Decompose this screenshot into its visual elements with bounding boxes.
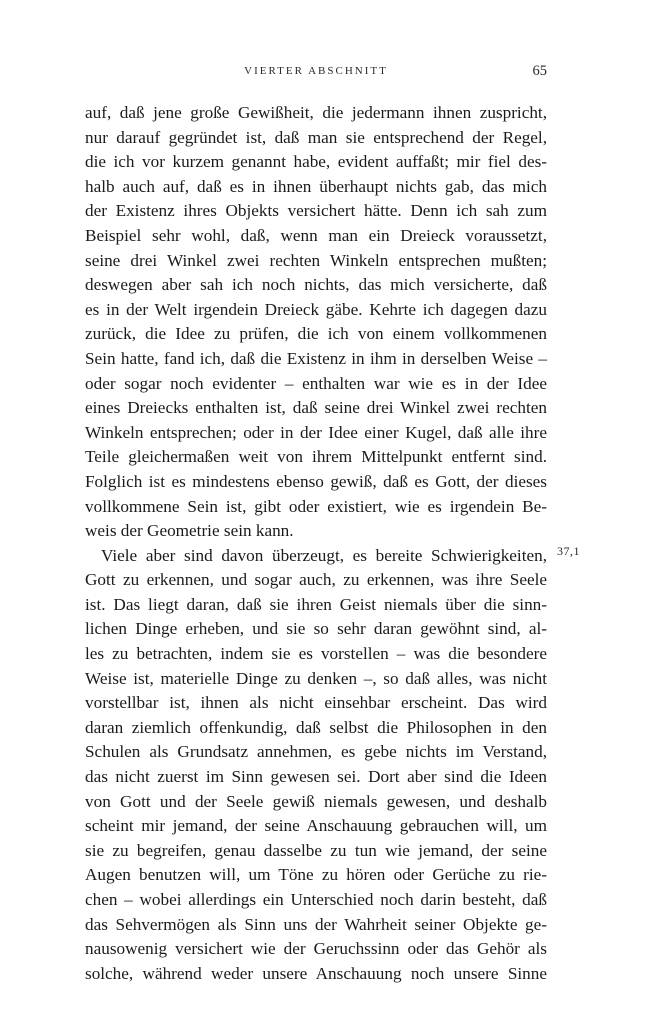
paragraph-start-line: Viele aber sind davon überzeugt, es bereite Schwierigkeiten, [101, 545, 547, 565]
text-line: halb auch auf, daß es in ihnen überhaupt nichts gab, das mich [85, 176, 547, 196]
text-line: auf, daß jene große Gewißheit, die jedermann ihnen zuspricht, [85, 103, 547, 122]
paragraph-end-line: weis der Geometrie sein kann. [85, 521, 294, 541]
page-number: 65 [532, 63, 547, 79]
text-line: oder sogar noch evidenter – enthalten war wie es in der Idee [85, 373, 547, 393]
text-line: seine drei Winkel zwei rechten Winkeln entsprechen mußten; [85, 250, 547, 270]
text-line: vorstellbar ist, ihnen als nicht einsehbar erscheint. Das wird [85, 693, 547, 713]
text-line: das Sehvermögen als Sinn uns der Wahrheit seiner Objekte ge- [85, 914, 547, 934]
text-line: der Existenz ihres Objekts versichert hätte. Denn ich sah zum [85, 201, 547, 221]
text-line: Augen benutzen will, um Töne zu hören oder Gerüche zu rie- [85, 865, 547, 885]
text-line: Winkeln entsprechen; oder in der Idee einer Kugel, daß alle ihre [85, 422, 547, 442]
text-line: Teile gleichermaßen weit von ihrem Mittelpunkt entfernt sind. [85, 447, 547, 467]
text-line: chen – wobei allerdings ein Unterschied noch darin besteht, daß [85, 890, 547, 909]
text-line: Sein hatte, fand ich, daß die Existenz in ihm in derselben Weise – [85, 348, 547, 368]
text-line: les zu betrachten, indem sie es vorstellen – was die besondere [85, 644, 547, 664]
text-line: Gott zu erkennen, und sogar auch, zu erkennen, was ihre Seele [85, 570, 547, 590]
text-line: zurück, die Idee zu prüfen, die ich von einem vollkommenen [85, 324, 547, 344]
text-line: lichen Dinge erheben, und sie so sehr daran gewöhnt sind, al- [85, 619, 547, 639]
text-line: Weise ist, materielle Dinge zu denken –, so daß alles, was nicht [85, 668, 547, 688]
text-line: Schulen als Grundsatz annehmen, es gebe nichts im Verstand, [85, 742, 547, 762]
text-line: solche, während weder unsere Anschauung noch unsere Sinne [85, 963, 547, 983]
text-line: von Gott und der Seele gewiß niemals gewesen, und deshalb [85, 791, 547, 811]
text-line: eines Dreiecks enthalten ist, daß seine drei Winkel zwei rechten [85, 398, 547, 418]
text-line: das nicht zuerst im Sinn gewesen sei. Dort aber sind die Ideen [85, 767, 547, 787]
running-head [85, 63, 547, 83]
text-line: es in der Welt irgendein Dreieck gäbe. Kehrte ich dagegen dazu [85, 299, 547, 319]
text-line: Folglich ist es mindestens ebenso gewiß, daß es Gott, der dieses [85, 471, 547, 491]
text-line: vollkommene Sein ist, gibt oder existiert, wie es irgendein Be- [85, 496, 547, 516]
text-line: die ich vor kurzem genannt habe, evident auffaßt; mir fiel des- [85, 152, 547, 172]
text-line: deswegen aber sah ich noch nichts, das mich versicherte, daß [85, 275, 547, 295]
text-line: nur darauf gegründet ist, daß man sie entsprechend der Regel, [85, 127, 547, 147]
text-line: ist. Das liegt daran, daß sie ihren Geist niemals über die sinn- [85, 594, 547, 614]
text-line: sie zu begreifen, genau dasselbe zu tun wie jemand, der seine [85, 840, 547, 860]
margin-note: 37,1 [557, 544, 580, 558]
running-title: VIERTER ABSCHNITT [244, 65, 388, 77]
text-line: nausowenig versichert wie der Geruchssinn oder das Gehör als [85, 939, 547, 959]
text-line: scheint mir jemand, der seine Anschauung gebrauchen will, um [85, 816, 547, 836]
text-line: Beispiel sehr wohl, daß, wenn man ein Dreieck voraussetzt, [85, 225, 547, 245]
body-text [85, 101, 547, 986]
text-line: daran ziemlich offenkundig, daß selbst die Philosophen in den [85, 717, 547, 737]
